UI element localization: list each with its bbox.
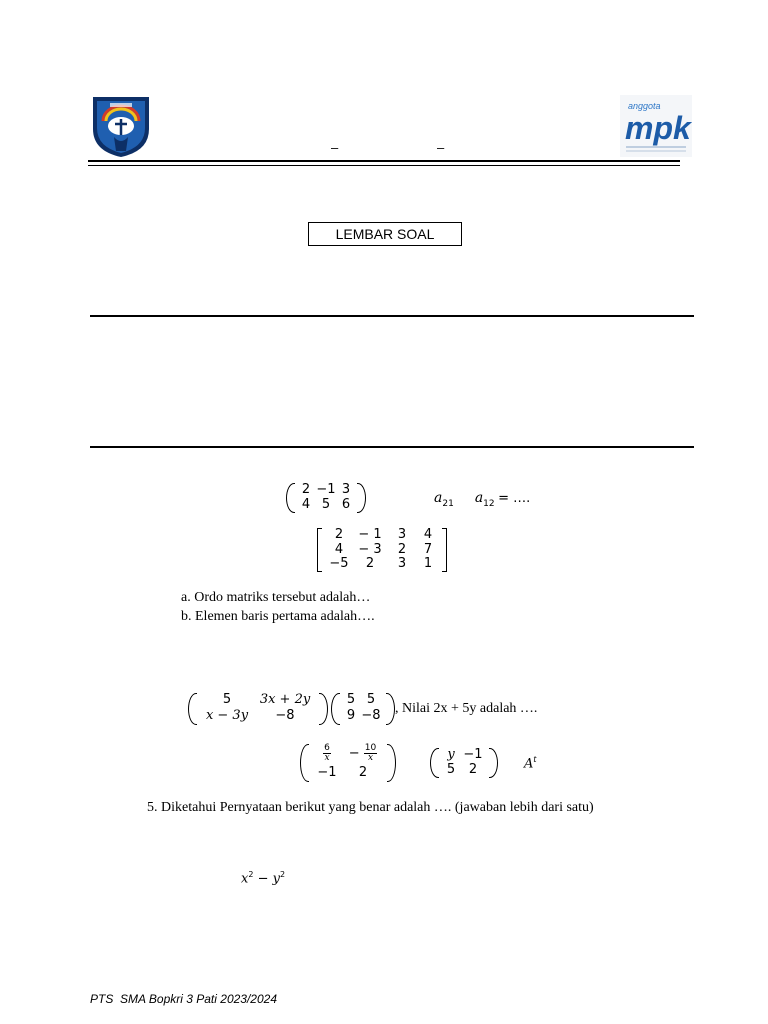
paren-left bbox=[188, 693, 197, 725]
transpose-notation: $A^t$ bbox=[524, 755, 537, 772]
matrix-b-cell: 7 bbox=[423, 541, 433, 557]
paren-right bbox=[386, 693, 395, 725]
difference-of-squares: $x^2 - y^2$ bbox=[241, 870, 286, 887]
matrix-d-cell: 9 bbox=[346, 708, 356, 723]
matrix-f-cell: 2 bbox=[468, 762, 478, 777]
paren-right bbox=[357, 483, 366, 513]
mpk-logo bbox=[620, 95, 692, 157]
matrix-b-cell: −5 bbox=[329, 556, 349, 572]
header-dash-left: – bbox=[331, 140, 339, 155]
paren-right bbox=[319, 693, 328, 725]
matrix-a bbox=[286, 483, 366, 513]
matrix-e bbox=[300, 744, 396, 782]
matrix-b-cell: − 3 bbox=[358, 541, 382, 557]
matrix-a-cell: 6 bbox=[341, 497, 351, 512]
section-rule-bottom bbox=[90, 446, 694, 448]
paren-left bbox=[331, 693, 340, 725]
matrix-b bbox=[317, 528, 447, 572]
matrix-e-cell: 2 bbox=[358, 764, 368, 780]
matrix-f-cell: 5 bbox=[446, 762, 456, 777]
matrix-a-cell: 4 bbox=[301, 497, 311, 512]
paren-left bbox=[300, 744, 309, 782]
matrix-b-cell: 4 bbox=[334, 541, 344, 557]
matrix-e-cell bbox=[312, 744, 342, 764]
matrix-b-cell: 2 bbox=[334, 527, 344, 542]
school-logo bbox=[90, 95, 152, 159]
matrix-b-cell: 2 bbox=[397, 541, 407, 557]
bracket-right bbox=[442, 528, 447, 572]
header-rule-thin bbox=[88, 165, 680, 166]
matrix-f-cell: −1 bbox=[463, 747, 483, 762]
matrix-b-cell: 2 bbox=[365, 556, 375, 572]
header-rule-thick bbox=[88, 160, 680, 162]
fraction: $\frac{10}{x}$ bbox=[364, 743, 377, 763]
matrix-f-cell: y bbox=[447, 747, 455, 762]
elements-expression: $a_{21}$ $a_{12}$ = …. bbox=[434, 490, 531, 509]
nilai-question-text: , Nilai 2x + 5y adalah …. bbox=[395, 701, 538, 716]
header-dash-right: – bbox=[437, 140, 445, 155]
paren-right bbox=[489, 748, 498, 778]
matrix-e-cell: − $\frac{10}{x}$ bbox=[348, 743, 377, 763]
matrix-d-cell: −8 bbox=[361, 708, 381, 723]
matrix-c-cell: −8 bbox=[275, 708, 295, 723]
matrix-b-cell: 3 bbox=[397, 527, 407, 542]
matrix-d-cell: 5 bbox=[366, 692, 376, 707]
matrix-c-cell: 5 bbox=[222, 692, 232, 707]
matrix-f bbox=[430, 748, 498, 778]
matrix-c-cell: x − 3y bbox=[205, 708, 249, 723]
matrix-b-cell: 1 bbox=[423, 556, 433, 572]
page-title: LEMBAR SOAL bbox=[308, 222, 462, 246]
sub-question-a: a. Ordo matriks tersebut adalah… bbox=[181, 590, 371, 605]
section-rule-top bbox=[90, 315, 694, 317]
matrix-e-cell: −1 bbox=[317, 764, 337, 780]
matrix-d-group bbox=[331, 693, 537, 725]
mpk-logo-small-text: anggota bbox=[628, 101, 661, 111]
matrix-a-cell: 5 bbox=[321, 497, 331, 512]
sub-question-b: b. Elemen baris pertama adalah…. bbox=[181, 609, 375, 624]
question-5: 5. Diketahui Pernyataan berikut yang benar adalah …. (jawaban lebih dari satu) bbox=[147, 800, 594, 815]
matrix-a-cell: 2 bbox=[301, 482, 311, 497]
mpk-logo-main-text: mpk bbox=[625, 110, 691, 146]
paren-right bbox=[387, 744, 396, 782]
matrix-c bbox=[188, 693, 328, 725]
matrix-a-cell: 3 bbox=[341, 482, 351, 497]
matrix-b-cell: 4 bbox=[423, 527, 433, 542]
fraction: $\frac{6}{x}$ bbox=[324, 743, 330, 763]
paren-left bbox=[286, 483, 295, 513]
matrix-c-cell: 3x + 2y bbox=[259, 692, 311, 707]
paren-left bbox=[430, 748, 439, 778]
matrix-b-cell: 3 bbox=[397, 556, 407, 572]
matrix-d-cell: 5 bbox=[346, 692, 356, 707]
matrix-d bbox=[331, 693, 395, 725]
matrix-a-cell: −1 bbox=[316, 482, 336, 497]
page-footer: PTS SMA Bopkri 3 Pati 2023/2024 bbox=[90, 992, 277, 1006]
matrix-b-cell: − 1 bbox=[358, 527, 382, 542]
